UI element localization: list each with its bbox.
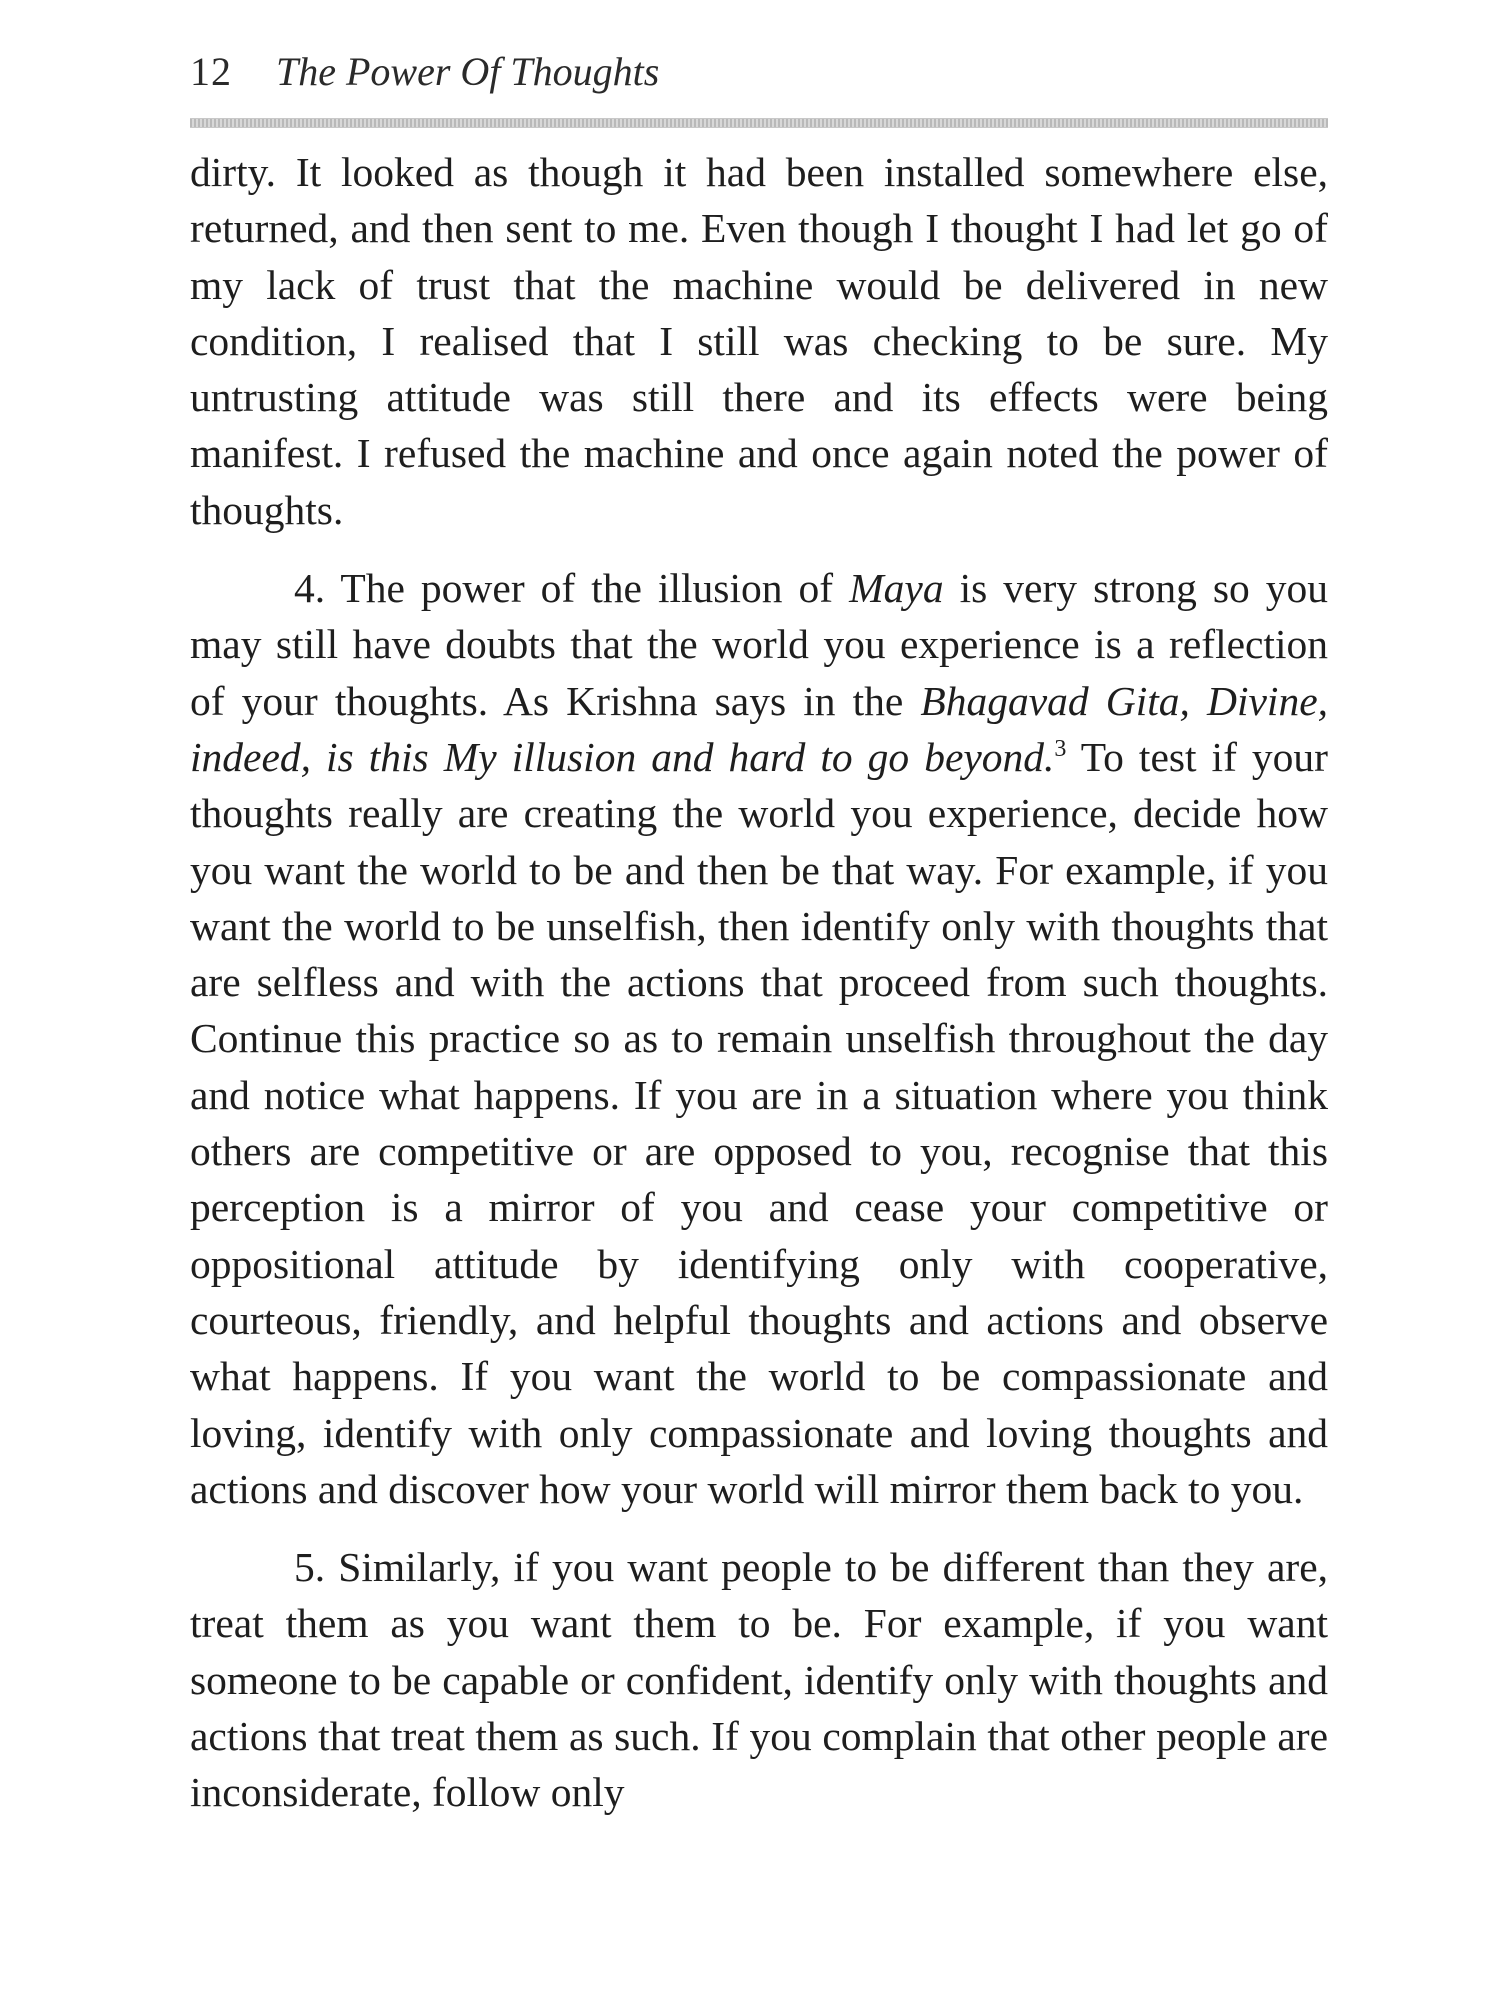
- gita-quote: Bhagavad Gita, Divine, indeed, is this My illusion and hard to go beyond.: [190, 677, 1328, 780]
- page-number: 12: [190, 49, 232, 94]
- body-text: [190, 144, 1328, 1821]
- paragraph-continued: dirty. It looked as though it had been installed somewhere else, returned, and then sent to me. Even though I thought I had let go of my lack of trust that the machine would be delivered in new condition, I realised that I still was checking to be sure. My untrusting attitude was still there and its effects were being manifest. I refused the machine and once again noted the power of thoughts.: [190, 149, 1328, 533]
- maya-term: Maya: [849, 565, 944, 612]
- paragraph-4-text-b: is very strong so you may still have doubts that the world you experience is a reflection of your thoughts. As Krishna says in the: [190, 565, 1328, 724]
- book-page: [190, 48, 1328, 1821]
- paragraph-5: 5. Similarly, if you want people to be different than they are, treat them as you want them to be. For example, if you want someone to be capable or confident, identify only with thoughts and actions that treat them as such. If you complain that other people are inconsiderate, follow only: [190, 1544, 1328, 1816]
- footnote-marker: 3: [1054, 736, 1067, 763]
- running-title: The Power Of Thoughts: [276, 49, 660, 94]
- header-rule: [190, 118, 1328, 128]
- paragraph-4: [190, 560, 1328, 1517]
- paragraph-4-text-c: To test if your thoughts really are creating the world you experience, decide how you want the world to be and then be that way. For example, if you want the world to be unselfish, then identify only with thoughts that are selfless and with the actions that proceed from such thoughts. Continue this practice so as to remain unselfish throughout the day and notice what happens. If you are in a situation where you think others are competitive or are opposed to you, recognise that this perception is a mirror of you and cease your competitive or oppositional attitude by identifying only with cooperative, courteous, friendly, and helpful thoughts and actions and observe what happens. If you want the world to be compassionate and loving, identify with only compassionate and loving thoughts and actions and discover how your world will mirror them back to you.: [190, 733, 1328, 1512]
- paragraph-4-text-a: 4. The power of the illusion of: [294, 565, 850, 612]
- running-head: [190, 48, 1328, 104]
